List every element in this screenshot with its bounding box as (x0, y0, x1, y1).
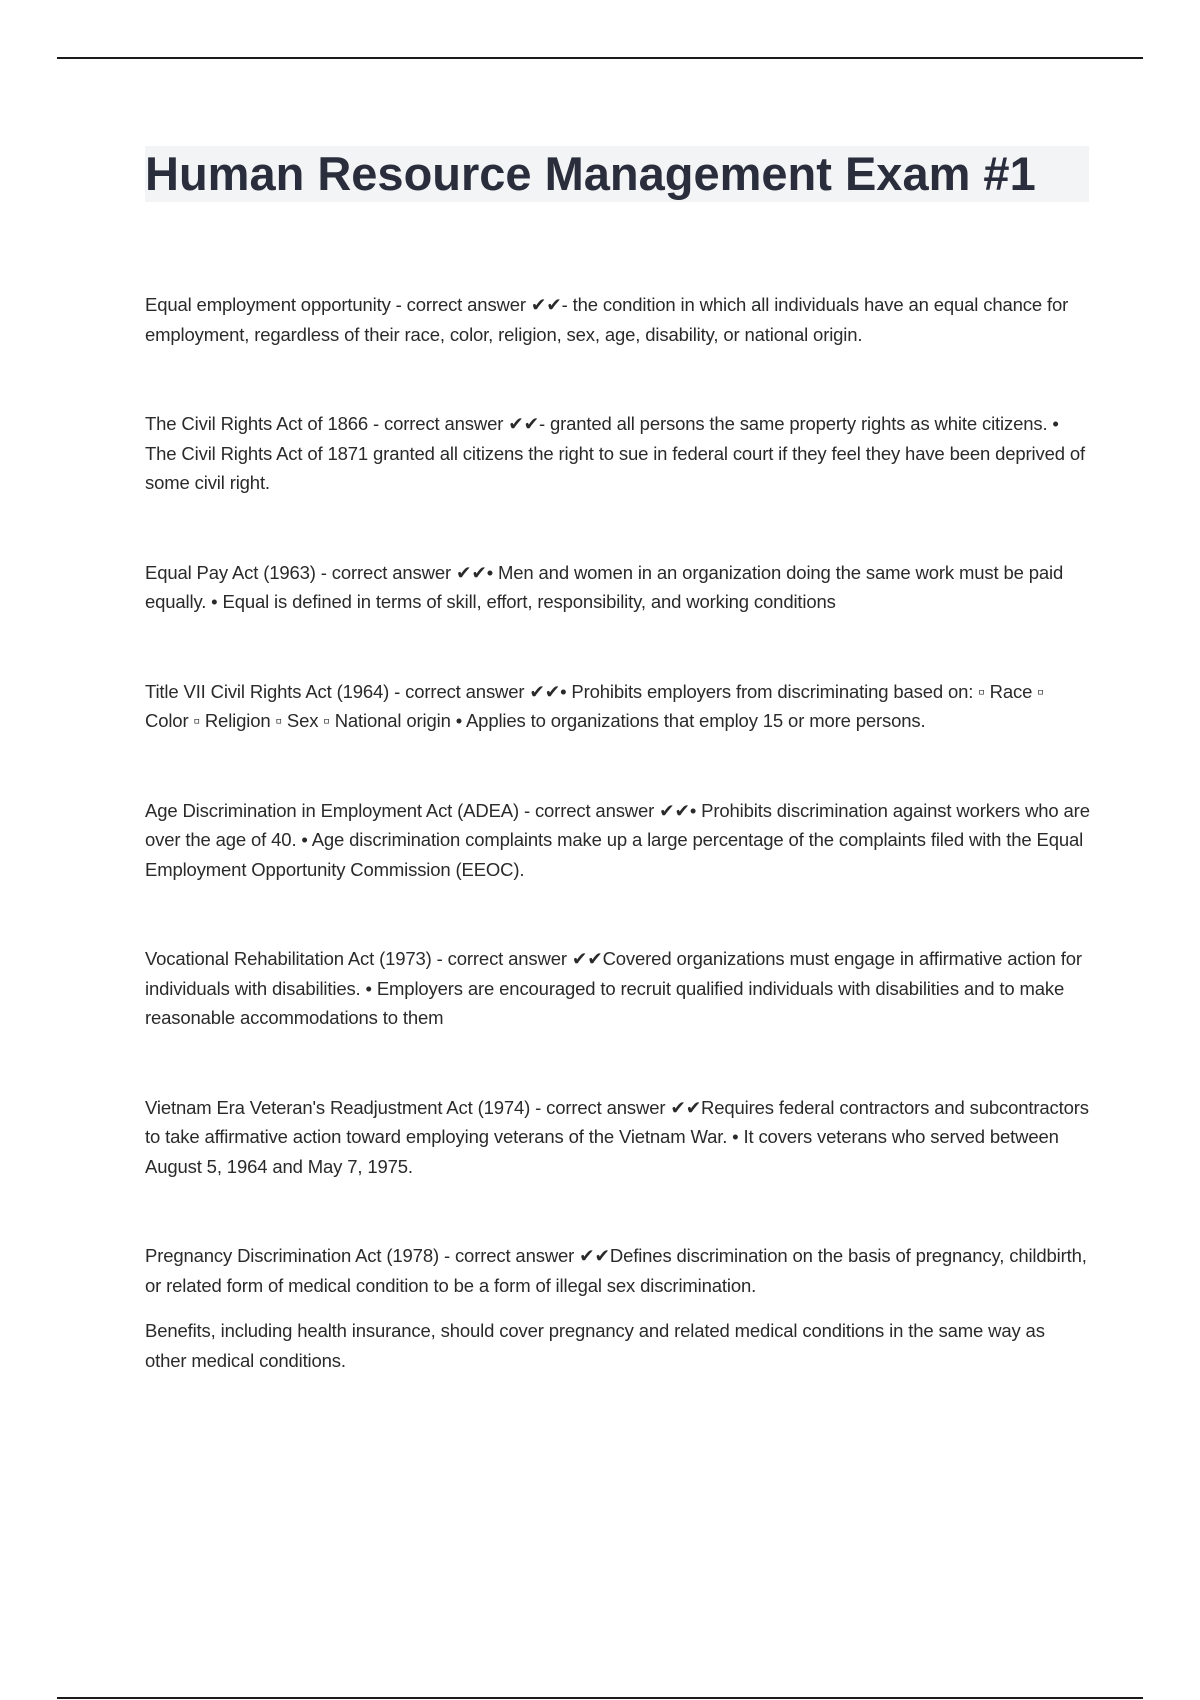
qa-list (145, 290, 1090, 1375)
qa-entry-adea: Age Discrimination in Employment Act (ADEA) - correct answer ✔✔• Prohibits discrimination against workers who are over the age of 40. • Age discrimination complaints make up a large percentage of the complaints filed with the Equal Employment Opportunity Commission (EEOC). (145, 799, 1090, 880)
qa-entry-benefits-note: Benefits, including health insurance, should cover pregnancy and related medical conditions in the same way as other medical conditions. (145, 1320, 1045, 1371)
bottom-divider (57, 1697, 1143, 1699)
qa-entry-equal-employment-opportunity: Equal employment opportunity - correct answer ✔✔- the condition in which all individuals have an equal chance for employment, regardless of their race, color, religion, sex, age, disability, or national origin. (145, 294, 1069, 345)
qa-entry-title-vii: Title VII Civil Rights Act (1964) - correct answer ✔✔• Prohibits employers from discriminating based on: ▫ Race ▫ Color ▫ Religion ▫ Sex ▫ National origin • Applies to organizations that employ 15 or more persons. (145, 680, 1044, 731)
qa-entry-equal-pay-act: Equal Pay Act (1963) - correct answer ✔✔• Men and women in an organization doing the same work must be paid equally. • Equal is defined in terms of skill, effort, responsibility, and working conditions (145, 561, 1064, 612)
top-divider (57, 57, 1143, 59)
qa-entry-pregnancy-discrimination-act: Pregnancy Discrimination Act (1978) - correct answer ✔✔Defines discrimination on the basis of pregnancy, childbirth, or related form of medical condition to be a form of illegal sex discrimination. (145, 1245, 1087, 1296)
qa-entry-vocational-rehabilitation-act: Vocational Rehabilitation Act (1973) - correct answer ✔✔Covered organizations must engage in affirmative action for individuals with disabilities. • Employers are encouraged to recruit qualified individuals with disabilities and to make reasonable accommodations to them (145, 948, 1082, 1028)
qa-entry-vietnam-era-veterans-act: Vietnam Era Veteran's Readjustment Act (1974) - correct answer ✔✔Requires federal contractors and subcontractors to take affirmative action toward employing veterans of the Vietnam War. • It covers veterans who served between August 5, 1964 and May 7, 1975. (145, 1096, 1089, 1177)
document-title: Human Resource Management Exam #1 (145, 147, 1036, 200)
qa-entry-civil-rights-act-1866: The Civil Rights Act of 1866 - correct answer ✔✔- granted all persons the same property rights as white citizens. • The Civil Rights Act of 1871 granted all citizens the right to sue in federal court if they feel they have been deprived of some civil right. (145, 413, 1085, 493)
